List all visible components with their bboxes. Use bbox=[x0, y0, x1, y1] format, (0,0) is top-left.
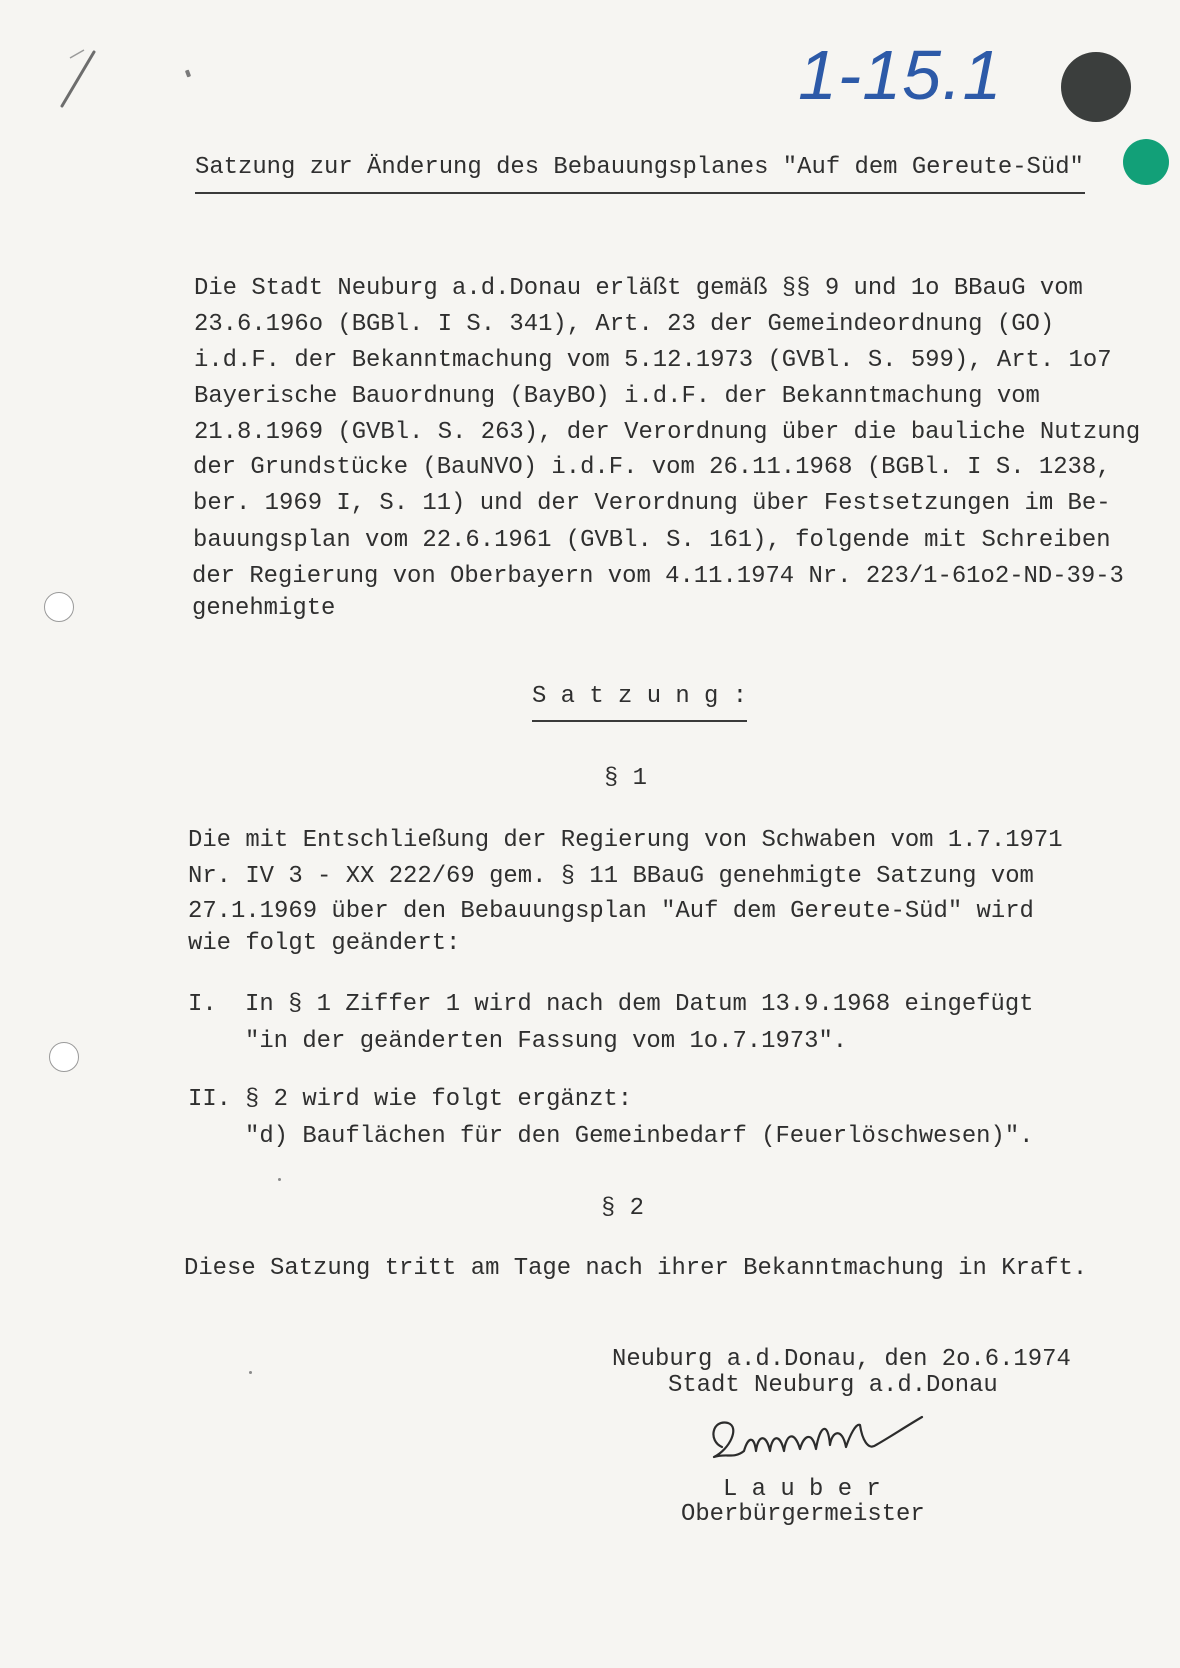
preamble-line: genehmigte bbox=[192, 595, 336, 622]
preamble-line: Bayerische Bauordnung (BayBO) i.d.F. der Bekanntmachung vom bbox=[194, 383, 1040, 410]
amendment-item-line: § 2 wird wie folgt ergänzt: bbox=[245, 1086, 633, 1113]
section-1-symbol: § 1 bbox=[604, 765, 648, 792]
scan-speck bbox=[278, 1178, 281, 1181]
heading-underline bbox=[532, 720, 747, 722]
section-1-line: Die mit Entschließung der Regierung von Schwaben vom 1.7.1971 bbox=[188, 827, 1063, 854]
document-title: Satzung zur Änderung des Bebauungsplanes "Auf dem Gereute-Süd" bbox=[195, 154, 1084, 181]
section-1-line: wie folgt geändert: bbox=[188, 930, 461, 957]
preamble-line: i.d.F. der Bekanntmachung vom 5.12.1973 (GVBl. S. 599), Art. 1o7 bbox=[194, 347, 1112, 374]
authority-line: Stadt Neuburg a.d.Donau bbox=[668, 1372, 998, 1399]
satzung-heading: S a t z u n g : bbox=[532, 683, 748, 710]
signature bbox=[700, 1405, 940, 1475]
amendment-item-line: "in der geänderten Fassung vom 1o.7.1973". bbox=[245, 1028, 848, 1055]
section-1-line: 27.1.1969 über den Bebauungsplan "Auf dem Gereute-Süd" wird bbox=[188, 898, 1034, 925]
preamble-line: der Grundstücke (BauNVO) i.d.F. vom 26.11.1968 (BGBl. I S. 1238, bbox=[193, 454, 1111, 481]
preamble-line: 21.8.1969 (GVBl. S. 263), der Verordnung über die bauliche Nutzung bbox=[194, 419, 1141, 446]
signature-stroke bbox=[713, 1417, 922, 1457]
place-date-line: Neuburg a.d.Donau, den 2o.6.1974 bbox=[612, 1346, 1071, 1373]
section-2-text: Diese Satzung tritt am Tage nach ihrer Bekanntmachung in Kraft. bbox=[184, 1255, 1088, 1282]
preamble-line: Die Stadt Neuburg a.d.Donau erläßt gemäß §§ 9 und 1o BBauG vom bbox=[194, 275, 1083, 302]
gray-marker-dot bbox=[1061, 52, 1131, 122]
green-marker-dot bbox=[1123, 139, 1169, 185]
amendment-item-line: In § 1 Ziffer 1 wird nach dem Datum 13.9.1968 eingefügt bbox=[245, 991, 1034, 1018]
section-2-symbol: § 2 bbox=[601, 1195, 645, 1222]
preamble-line: bauungsplan vom 22.6.1961 (GVBl. S. 161), folgende mit Schreiben bbox=[193, 527, 1111, 554]
signatory-title: Oberbürgermeister bbox=[681, 1501, 925, 1528]
tick-mark bbox=[185, 70, 191, 78]
amendment-item-label: I. bbox=[188, 991, 217, 1018]
title-underline bbox=[195, 192, 1085, 194]
pencil-slash-stroke bbox=[62, 52, 94, 106]
punch-hole bbox=[49, 1042, 79, 1072]
preamble-line: der Regierung von Oberbayern vom 4.11.1974 Nr. 223/1-61o2-ND-39-3 bbox=[192, 563, 1124, 590]
punch-hole bbox=[44, 592, 74, 622]
signatory-name: L a u b e r bbox=[723, 1476, 881, 1503]
pencil-small-stroke bbox=[70, 50, 84, 58]
pencil-slash-mark bbox=[50, 40, 110, 120]
preamble-line: 23.6.196o (BGBl. I S. 341), Art. 23 der Gemeindeordnung (GO) bbox=[194, 311, 1055, 338]
file-number-annotation: 1-15.1 bbox=[798, 36, 1003, 114]
amendment-item-line: "d) Bauflächen für den Gemeinbedarf (Feuerlöschwesen)". bbox=[245, 1123, 1034, 1150]
preamble-line: ber. 1969 I, S. 11) und der Verordnung über Festsetzungen im Be- bbox=[193, 490, 1111, 517]
section-1-line: Nr. IV 3 - XX 222/69 gem. § 11 BBauG genehmigte Satzung vom bbox=[188, 863, 1034, 890]
amendment-item-label: II. bbox=[188, 1086, 232, 1113]
scan-speck bbox=[249, 1371, 252, 1374]
